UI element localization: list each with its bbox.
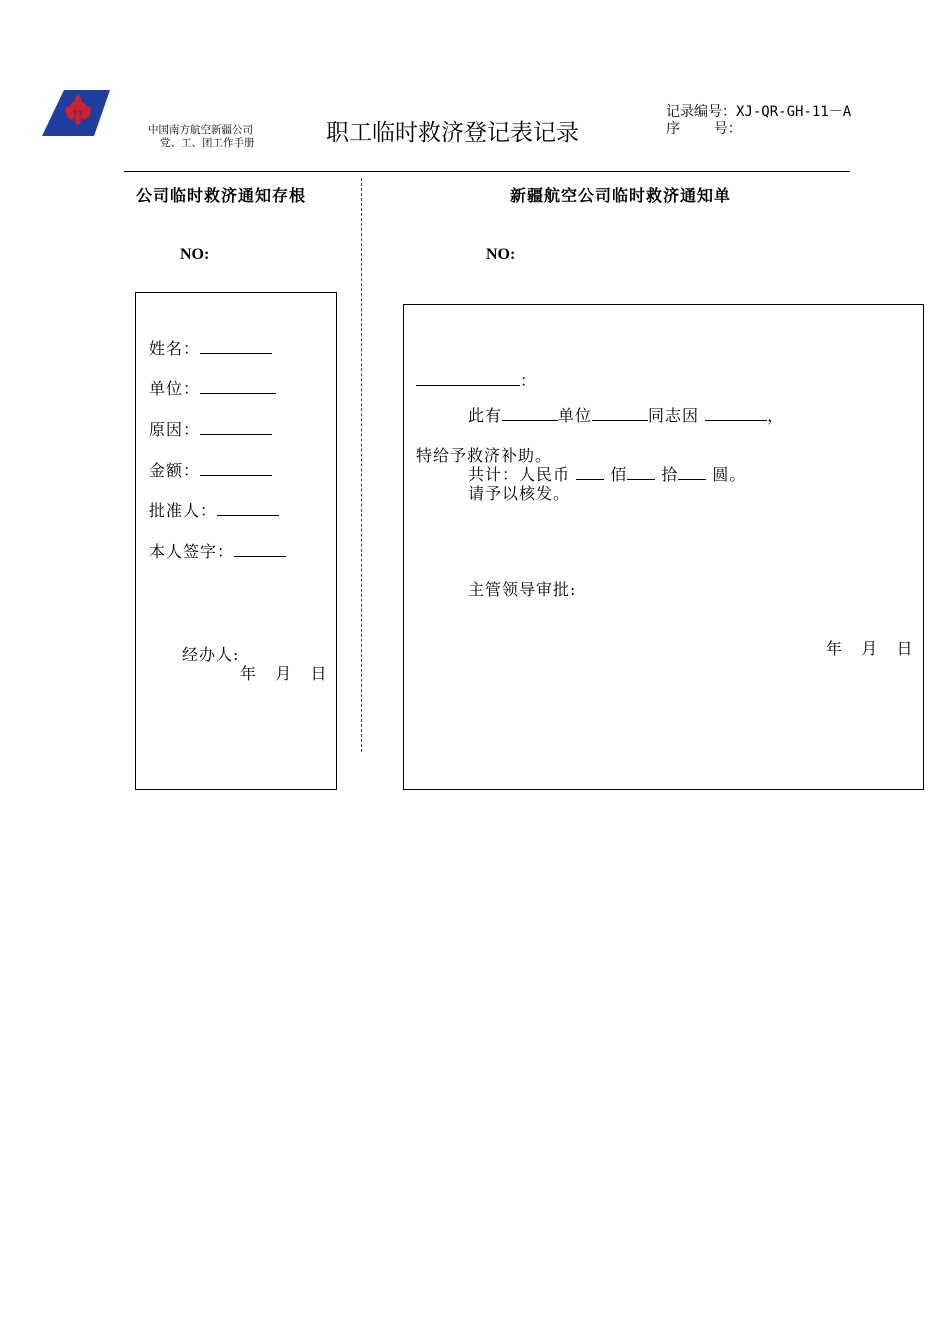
record-no-label: 记录编号： [666,104,736,120]
record-info [666,104,851,138]
record-no-value: XJ-QR-GH-11－A [736,104,852,120]
stub-field-reason [149,417,272,440]
stub-no-label: NO: [180,246,210,263]
notice-person-blank[interactable] [592,406,648,421]
notice-tens-blank[interactable] [627,465,655,480]
notice-line1-d: ， [767,406,785,425]
stub-field-signature [149,539,286,562]
company-line-2: 党、工、团工作手册 [160,137,255,149]
notice-yuan-blank[interactable] [678,465,706,480]
stub-signature-line[interactable] [234,542,286,557]
stub-field-name [149,336,272,359]
company-logo-icon [42,90,110,136]
notice-date-label: 年 月 日 [826,639,914,658]
company-name [148,124,255,150]
notice-line-1 [468,403,784,426]
stub-signature-label: 本人签字： [149,542,235,561]
header-rule [124,171,850,172]
cut-line-divider [361,178,362,752]
notice-line1-c: 同志因 [648,406,700,425]
stub-amount-label: 金额： [149,461,201,480]
stub-unit-label: 单位： [149,379,201,398]
stub-name-line[interactable] [200,339,272,354]
stub-field-approver [149,498,279,521]
stub-date-label: 年 月 日 [240,664,328,683]
notice-line3-d: 圆。 [712,465,747,484]
notice-no-label: NO: [486,246,516,263]
notice-line1-a: 此有 [468,406,503,425]
notice-line1-b: 单位 [558,406,593,425]
stub-field-unit [149,376,276,399]
notice-recipient-row [416,368,537,391]
stub-heading: 公司临时救济通知存根 [136,186,307,205]
stub-handler-label: 经办人: [182,645,240,664]
stub-reason-label: 原因： [149,420,201,439]
notice-unit-blank[interactable] [502,406,558,421]
stub-approver-line[interactable] [217,501,279,516]
stub-amount-line[interactable] [200,461,272,476]
notice-line3-c: 拾 [661,465,679,484]
notice-reason-blank[interactable] [705,406,767,421]
notice-approval-label: 主管领导审批: [468,580,577,599]
notice-line-2: 特给予救济补助。 [416,446,553,465]
stub-reason-line[interactable] [200,420,272,435]
stub-unit-line[interactable] [200,379,276,394]
notice-line-4: 请予以核发。 [468,484,571,503]
seq-label: 序 号： [666,121,742,137]
page-title: 职工临时救济登记表记录 [326,120,579,146]
stub-name-label: 姓名： [149,339,201,358]
company-line-1: 中国南方航空新疆公司 [148,124,253,136]
stub-approver-label: 批准人： [149,501,218,520]
notice-hundreds-blank[interactable] [576,465,604,480]
notice-line3-a: 共计：人民币 [468,465,571,484]
stub-field-amount [149,458,272,481]
notice-heading: 新疆航空公司临时救济通知单 [510,186,732,205]
notice-line3-b: 佰 [610,465,628,484]
notice-colon: ： [520,371,538,390]
notice-recipient-line[interactable] [416,371,520,386]
